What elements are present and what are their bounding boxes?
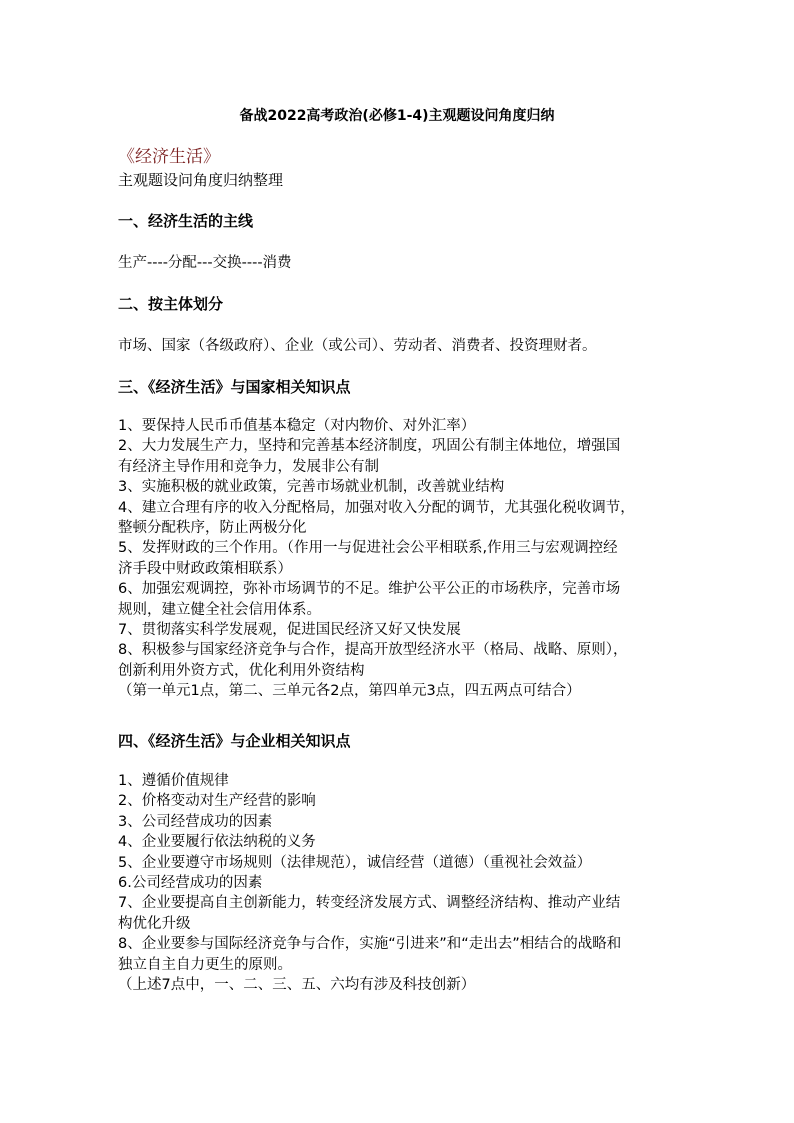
list-item: 2、价格变动对生产经营的影响 <box>118 793 316 810</box>
section2-heading: 二、按主体划分 <box>118 295 224 313</box>
list-item: 6、加强宏观调控，弥补市场调节的不足。维护公平公正的市场秩序，完善市场 <box>118 581 621 598</box>
document-title: 备战2022高考政治(必修1-4)主观题设问角度归纳 <box>239 108 555 124</box>
list-item: 济手段中财政政策相联系） <box>118 560 292 577</box>
list-item: 整顿分配秩序，防止两极分化 <box>118 520 307 537</box>
document-subtitle: 主观题设问角度归纳整理 <box>118 171 284 189</box>
list-item: 有经济主导作用和竞争力，发展非公有制 <box>118 458 379 475</box>
list-item: 4、企业要履行依法纳税的义务 <box>118 834 316 851</box>
list-item: 构优化升级 <box>118 915 191 932</box>
list-item: 7、贯彻落实科学发展观，促进国民经济又好又快发展 <box>118 622 461 639</box>
section3-list <box>118 416 698 702</box>
list-item: 5、企业要遵守市场规则（法律规范），诚信经营（道德）（重视社会效益） <box>118 854 592 871</box>
list-item: 2、大力发展生产力，坚持和完善基本经济制度，巩固公有制主体地位，增强国 <box>118 438 621 455</box>
section2-text: 市场、国家（各级政府）、企业（或公司）、劳动者、消费者、投资理财者。 <box>118 338 597 354</box>
section3-heading: 三、《经济生活》与国家相关知识点 <box>118 378 351 396</box>
section4-list <box>118 771 698 995</box>
section4-heading: 四、《经济生活》与企业相关知识点 <box>118 732 351 750</box>
list-item: （上述7点中，一、二、三、五、六均有涉及科技创新） <box>118 977 476 994</box>
list-item: 4、建立合理有序的收入分配格局，加强对收入分配的调节，尤其强化税收调节， <box>118 499 635 516</box>
list-item: 5、发挥财政的三个作用。（作用一与促进社会公平相联系,作用三与宏观调控经 <box>118 540 618 557</box>
list-item: 3、实施积极的就业政策，完善市场就业机制，改善就业结构 <box>118 479 505 496</box>
list-item: （第一单元1点，第二、三单元各2点，第四单元3点，四五两点可结合） <box>118 683 581 700</box>
list-item: 1、遵循价值规律 <box>118 773 229 789</box>
list-item: 1、要保持人民币币值基本稳定（对内物价、对外汇率） <box>118 418 476 434</box>
list-item: 创新利用外资方式，优化利用外资结构 <box>118 662 365 679</box>
section1-text: 生产----分配---交换----消费 <box>118 255 292 271</box>
section1-heading: 一、经济生活的主线 <box>118 212 254 230</box>
list-item: 8、企业要参与国际经济竞争与合作，实施“引进来”和“走出去”相结合的战略和 <box>118 936 622 953</box>
list-item: 8、积极参与国家经济竞争与合作，提高开放型经济水平（格局、战略、原则）， <box>118 642 628 659</box>
list-item: 6.公司经营成功的因素 <box>118 875 263 892</box>
list-item: 7、企业要提高自主创新能力，转变经济发展方式、调整经济结构、推动产业结 <box>118 895 621 912</box>
list-item: 独立自主自力更生的原则。 <box>118 956 292 973</box>
list-item: 规则，建立健全社会信用体系。 <box>118 601 321 618</box>
list-item: 3、公司经营成功的因素 <box>118 813 273 830</box>
book-title: 《经济生活》 <box>118 147 220 167</box>
